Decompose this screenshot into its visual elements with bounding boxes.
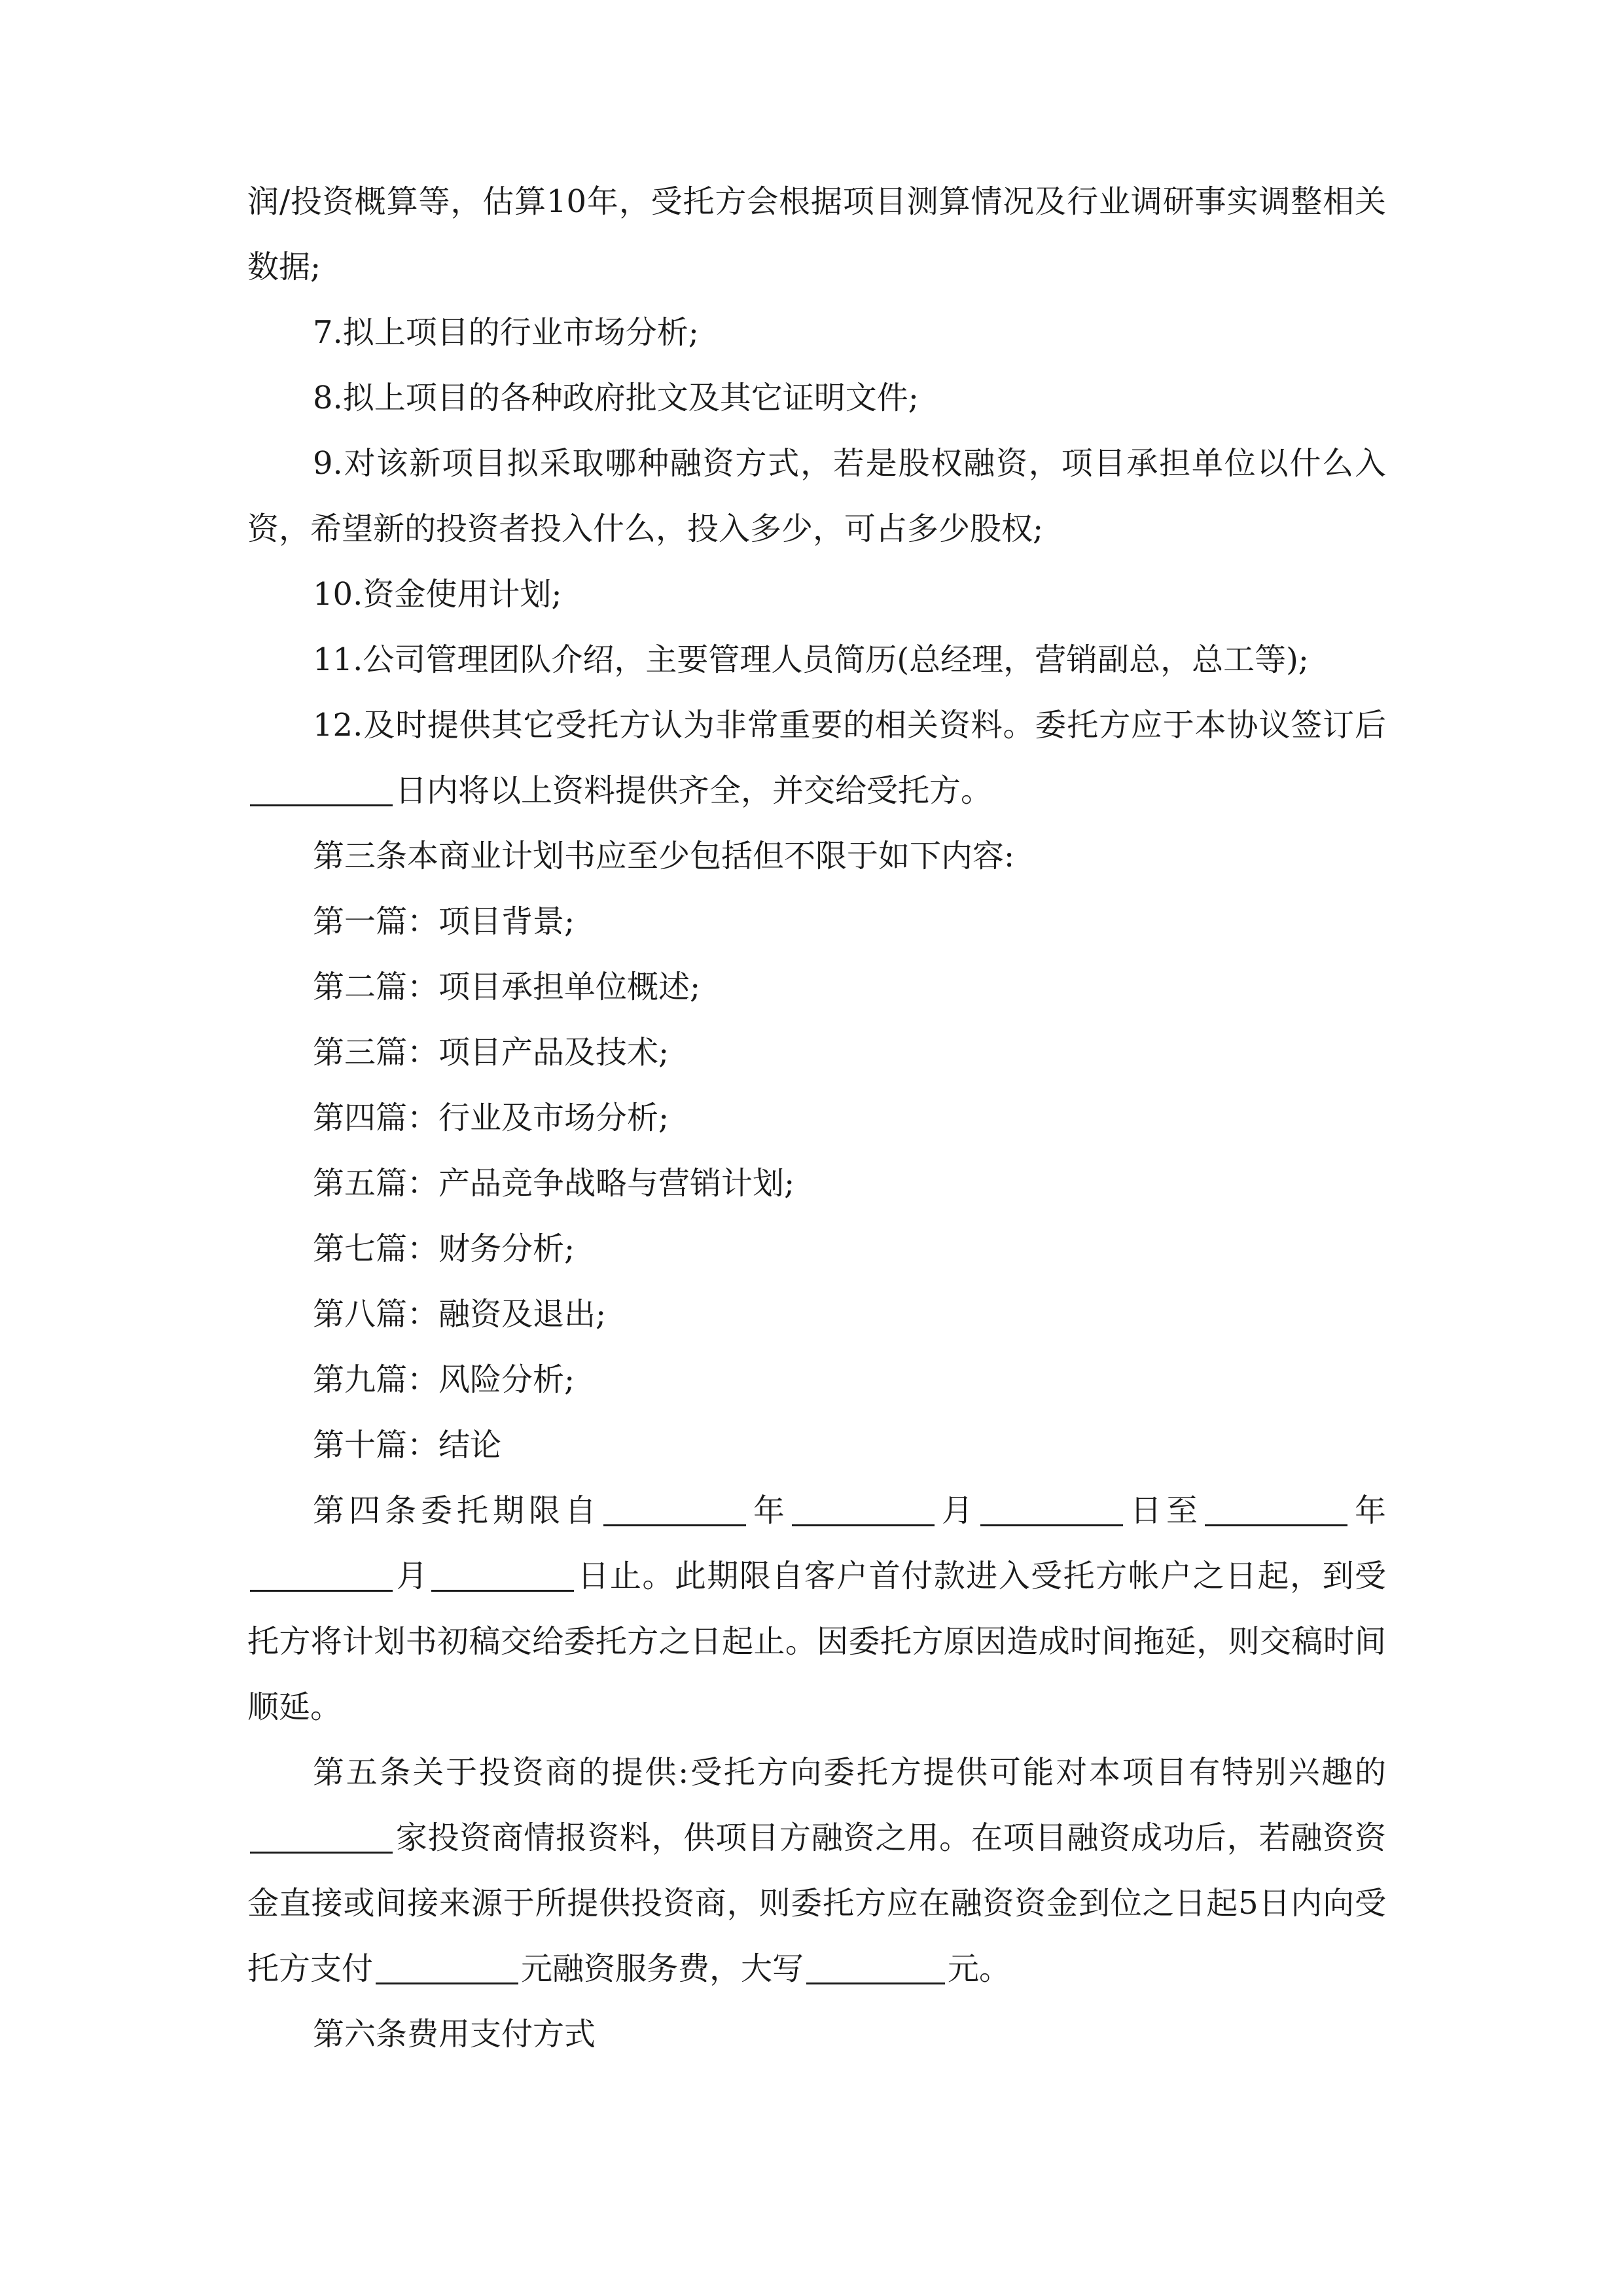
- item12-text-a: 12.及时提供其它受托方认为非常重要的相关资料。委托方应于本协议签订后: [313, 707, 1386, 744]
- chapter-5: 第五篇：产品竞争战略与营销计划;: [313, 1165, 795, 1202]
- art5-text-d: 元。: [948, 1950, 1011, 1987]
- chapter-7: 第七篇：财务分析;: [313, 1230, 575, 1267]
- fee-amount-words-blank[interactable]: [806, 1951, 945, 1984]
- article-4: [247, 1478, 1386, 1740]
- paragraph-item-12: [247, 692, 1386, 823]
- art4-text-c: 月: [936, 1492, 978, 1529]
- art5-text-a: 第五条关于投资商的提供:受托方向委托方提供可能对本项目有特别兴趣的: [313, 1754, 1386, 1791]
- art4-text-b: 年: [748, 1492, 789, 1529]
- paragraph-item-11: 11.公司管理团队介绍，主要管理人员简历(总经理，营销副总，总工等);: [313, 641, 1309, 678]
- end-month-blank[interactable]: [250, 1558, 393, 1592]
- fee-amount-blank[interactable]: [376, 1951, 518, 1984]
- start-day-blank[interactable]: [980, 1493, 1123, 1526]
- start-year-blank[interactable]: [603, 1493, 746, 1526]
- article-3-heading: 第三条本商业计划书应至少包括但不限于如下内容:: [313, 838, 1015, 874]
- chapter-2: 第二篇：项目承担单位概述;: [313, 969, 701, 1005]
- art5-text-b: 家投资商情报资料，供项目方融资之用。在项目融资成功后，若融资资金直接或间接来源于所提供投资商，则委托方应在融资资金到位之日起5日内向受托方支付: [247, 1820, 1386, 1987]
- paragraph-item-8: 8.拟上项目的各种政府批文及其它证明文件;: [313, 380, 919, 416]
- end-year-blank[interactable]: [1205, 1493, 1347, 1526]
- art4-text-g: 日止。此期限自客户首付款进入受托方帐户之日起，到受托方将计划书初稿交给委托方之日起止。因委托方原因造成时间拖延，则交稿时间顺延。: [247, 1558, 1386, 1725]
- art4-text-d: 日至: [1125, 1492, 1202, 1529]
- days-blank[interactable]: [250, 773, 393, 806]
- art4-text-e: 年: [1349, 1492, 1386, 1529]
- paragraph-item-9: 9.对该新项目拟采取哪种融资方式，若是股权融资，项目承担单位以什么入资，希望新的投资者投入什么，投入多少，可占多少股权;: [247, 445, 1386, 547]
- art4-text-f: 月: [395, 1558, 429, 1594]
- paragraph-item-10: 10.资金使用计划;: [313, 576, 562, 613]
- start-month-blank[interactable]: [792, 1493, 935, 1526]
- chapter-9: 第九篇：风险分析;: [313, 1361, 575, 1398]
- article-6-heading: 第六条费用支付方式: [313, 2016, 596, 2053]
- chapter-4: 第四篇：行业及市场分析;: [313, 1100, 669, 1136]
- item12-text-b: 日内将以上资料提供齐全，并交给受托方。: [395, 772, 993, 809]
- chapter-1: 第一篇：项目背景;: [313, 903, 575, 940]
- paragraph-item-7: 7.拟上项目的行业市场分析;: [313, 314, 699, 351]
- chapter-10: 第十篇：结论: [313, 1427, 502, 1463]
- art4-text-a: 第四条委托期限自: [313, 1492, 601, 1529]
- paragraph-item6-continued: 润/投资概算等，估算10年，受托方会根据项目测算情况及行业调研事实调整相关数据;: [247, 183, 1386, 285]
- article-5: [247, 1740, 1386, 2001]
- art5-text-c: 元融资服务费，大写: [521, 1950, 804, 1987]
- chapter-3: 第三篇：项目产品及技术;: [313, 1034, 669, 1071]
- investor-count-blank[interactable]: [250, 1820, 393, 1854]
- document-body: [247, 169, 1386, 2067]
- chapter-8: 第八篇：融资及退出;: [313, 1296, 607, 1333]
- end-day-blank[interactable]: [431, 1558, 574, 1592]
